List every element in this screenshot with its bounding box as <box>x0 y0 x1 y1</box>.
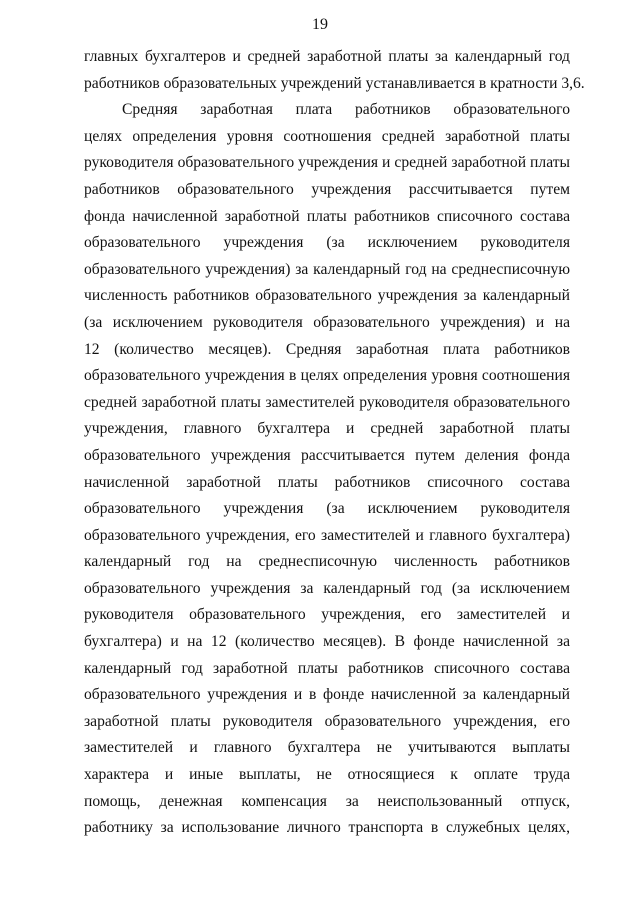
text-line: календарный год на среднесписочную численность работников <box>84 553 570 571</box>
text-line: учреждения, главного бухгалтера и средней заработной платы <box>84 420 570 438</box>
text-line: начисленной заработной платы работников списочного состава <box>84 473 570 491</box>
paragraph-2 <box>84 97 570 842</box>
text-line: 12 (количество месяцев). Средняя заработная плата работников <box>84 340 570 358</box>
text-line: работнику за использование личного транспорта в служебных целях, <box>84 819 570 837</box>
text-line: руководителя образовательного учреждения, его заместителей и <box>84 606 570 624</box>
text-line: образовательного учреждения (за исключением руководителя <box>84 500 570 518</box>
text-line: численность работников образовательного учреждения за календарный <box>84 287 570 305</box>
text-line: характера и иные выплаты, не относящиеся к оплате труда <box>84 766 570 784</box>
text-line: целях определения уровня соотношения средней заработной платы <box>84 127 570 145</box>
text-line: образовательного учреждения и в фонде начисленной за календарный <box>84 686 570 704</box>
text-line: заработной платы руководителя образовательного учреждения, его <box>84 712 570 730</box>
text-line: образовательного учреждения, его заместителей и главного бухгалтера) <box>84 526 570 544</box>
text-line: Средняя заработная плата работников образовательного <box>122 101 570 119</box>
text-line: помощь, денежная компенсация за неиспользованный отпуск, <box>84 792 570 810</box>
text-line: руководителя образовательного учреждения и средней заработной платы <box>84 154 570 172</box>
text-line: образовательного учреждения в целях определения уровня соотношения <box>84 367 570 385</box>
text-line: работников образовательных учреждений устанавливается в кратности 3,6. <box>84 74 585 92</box>
text-line: бухгалтера) и на 12 (количество месяцев). В фонде начисленной за <box>84 633 570 651</box>
text-line: фонда начисленной заработной платы работников списочного состава <box>84 207 570 225</box>
text-line: образовательного учреждения (за исключением руководителя <box>84 234 570 252</box>
text-line: заместителей и главного бухгалтера не учитываются выплаты <box>84 739 570 757</box>
text-line: образовательного учреждения за календарный год (за исключением <box>84 579 570 597</box>
document-body <box>84 44 585 842</box>
text-line: средней заработной платы заместителей руководителя образовательного <box>84 393 570 411</box>
text-line: образовательного учреждения рассчитывается путем деления фонда <box>84 446 570 464</box>
page-number: 19 <box>312 16 328 33</box>
text-line: календарный год заработной платы работников списочного состава <box>84 659 570 677</box>
text-line: образовательного учреждения) за календарный год на среднесписочную <box>84 260 570 278</box>
text-line: работников образовательного учреждения рассчитывается путем <box>84 180 570 198</box>
text-line: главных бухгалтеров и средней заработной платы за календарный год <box>84 48 570 65</box>
text-line: (за исключением руководителя образовательного учреждения) и на <box>84 313 570 331</box>
paragraph-1 <box>84 44 585 97</box>
